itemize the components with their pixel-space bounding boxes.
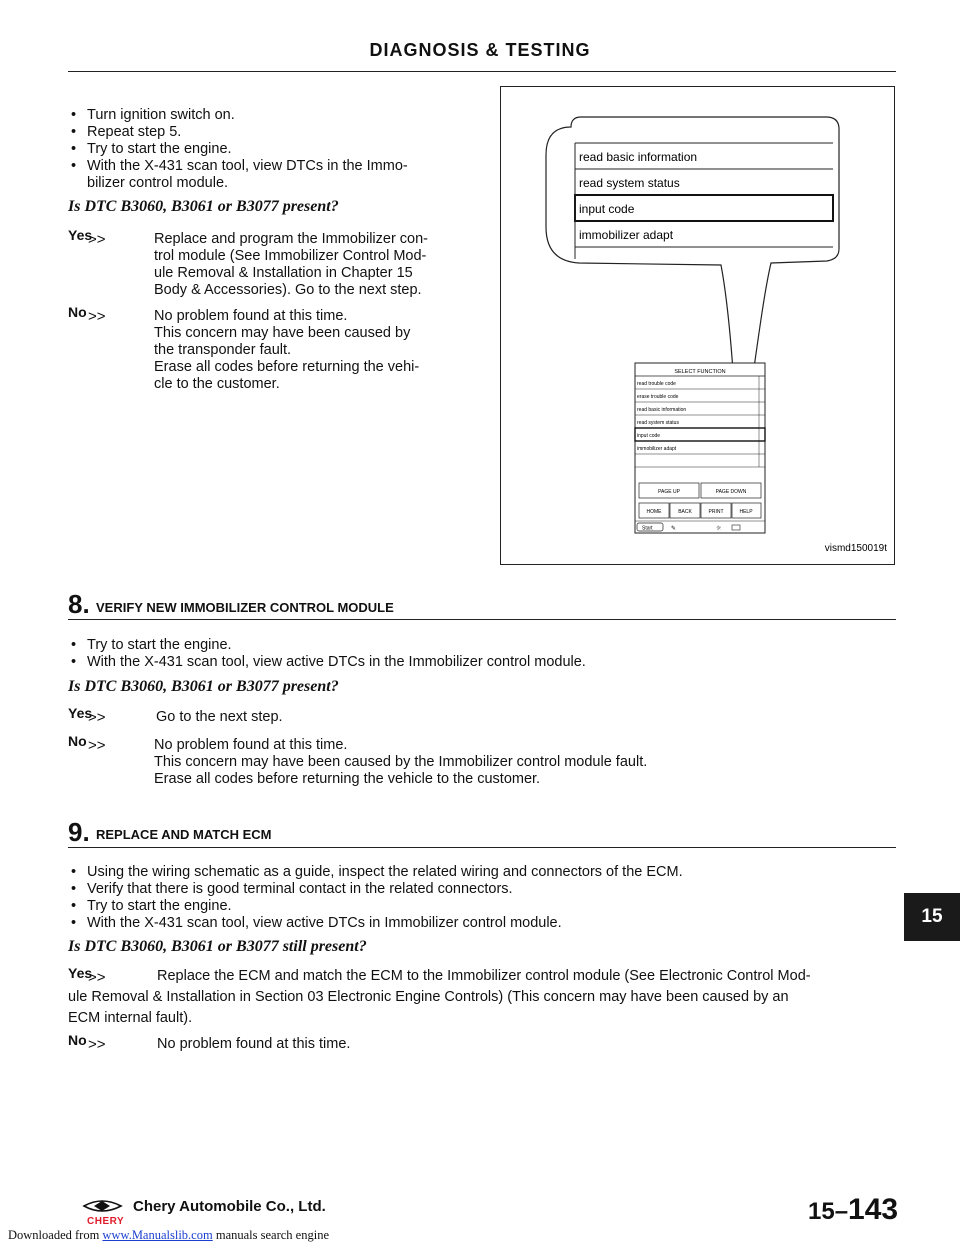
pen-icon: ✎ <box>671 525 677 532</box>
start-label: Start <box>642 525 653 532</box>
page-section: 15– <box>808 1198 849 1225</box>
zoom-item: input code <box>579 202 635 216</box>
answer-line: ECM internal fault). <box>68 1010 193 1026</box>
step-divider <box>68 619 896 620</box>
arrow-glyph: >> <box>88 737 106 754</box>
screen-item: read system status <box>637 420 679 426</box>
chery-logo-icon <box>80 1198 125 1218</box>
download-suffix: manuals search engine <box>212 1228 329 1242</box>
page-number <box>808 1193 898 1227</box>
no-label: No <box>68 1032 87 1048</box>
answer-line: Replace the ECM and match the ECM to the Immobilizer control module (See Electronic Control Mod- <box>157 968 811 984</box>
light-icon: ☼ <box>716 525 722 532</box>
answer-line: No problem found at this time. <box>154 737 348 753</box>
figure-id: vismd150019t <box>824 543 887 554</box>
manualslib-link[interactable]: www.Manualslib.com <box>102 1228 213 1242</box>
step7-question: Is DTC B3060, B3061 or B3077 present? <box>68 198 339 215</box>
list-item: bilizer control module. <box>87 175 229 191</box>
step-title: VERIFY NEW IMMOBILIZER CONTROL MODULE <box>96 600 394 615</box>
list-item: • Turn ignition switch on. <box>68 107 478 124</box>
screen-button-label: PRINT <box>708 509 724 515</box>
zoom-item: read basic information <box>579 150 698 164</box>
screen-item: immobilizer adapt <box>637 446 677 452</box>
page-index: 143 <box>848 1193 899 1226</box>
screen-item: read basic information <box>637 407 687 413</box>
list-item: • Try to start the engine. <box>68 637 898 654</box>
arrow-glyph: >> <box>88 308 106 325</box>
answer-line: Replace and program the Immobilizer con- <box>154 231 429 247</box>
header-divider <box>68 71 896 72</box>
screen-button-label: HELP <box>739 509 753 515</box>
no-label: No <box>68 304 87 320</box>
answer-line: ule Removal & Installation in Chapter 15 <box>154 265 413 281</box>
screen-button-label: PAGE UP <box>658 489 680 495</box>
answer-line: the transponder fault. <box>154 342 292 358</box>
screen-title: SELECT FUNCTION <box>674 369 726 375</box>
list-item: • With the X-431 scan tool, view DTCs in the Immo- <box>68 158 478 175</box>
answer-line: No problem found at this time. <box>157 1036 351 1052</box>
step9-bullet-list <box>68 864 898 932</box>
step-number: 9. <box>68 817 90 847</box>
answer-line: This concern may have been caused by the Immobilizer control module fault. <box>154 754 648 770</box>
answer-line: trol module (See Immobilizer Control Mod- <box>154 248 427 264</box>
scan-tool-illustration <box>501 87 896 566</box>
scan-tool-figure <box>500 86 895 565</box>
screen-item: read trouble code <box>637 381 676 387</box>
chapter-tab: 15 <box>904 893 960 941</box>
step9-question: Is DTC B3060, B3061 or B3077 still present? <box>68 938 367 955</box>
answer-line: Go to the next step. <box>156 709 283 725</box>
answer-line: ule Removal & Installation in Section 03 Electronic Engine Controls) (This concern may have been caused by an <box>68 989 789 1005</box>
step7-bullet-list <box>68 107 478 192</box>
no-label: No <box>68 733 87 749</box>
list-item: • Try to start the engine. <box>68 898 898 915</box>
download-prefix: Downloaded from <box>8 1228 103 1242</box>
company-name: Chery Automobile Co., Ltd. <box>133 1198 326 1215</box>
step8-bullet-list <box>68 637 898 671</box>
screen-item: erase trouble code <box>637 394 679 400</box>
screen-button-label: PAGE DOWN <box>715 489 747 495</box>
yes-label: Yes <box>68 227 93 243</box>
yes-label: Yes <box>68 965 93 981</box>
download-notice <box>8 1228 329 1243</box>
answer-line: Body & Accessories). Go to the next step. <box>154 282 422 298</box>
page-header-title: DIAGNOSIS & TESTING <box>369 40 591 60</box>
arrow-glyph: >> <box>88 1036 106 1053</box>
arrow-glyph: >> <box>88 709 106 726</box>
answer-line: This concern may have been caused by <box>154 325 411 341</box>
list-item: • Repeat step 5. <box>68 124 478 141</box>
step-number: 8. <box>68 589 90 619</box>
list-item: • Using the wiring schematic as a guide, inspect the related wiring and connectors of the ECM. <box>68 864 898 881</box>
list-item: • Verify that there is good terminal contact in the related connectors. <box>68 881 898 898</box>
yes-label: Yes <box>68 705 93 721</box>
answer-line: Erase all codes before returning the vehi- <box>154 359 420 375</box>
arrow-glyph: >> <box>88 969 106 986</box>
screen-button-label: BACK <box>678 509 692 515</box>
answer-line: No problem found at this time. <box>154 308 348 324</box>
answer-line: cle to the customer. <box>154 376 280 392</box>
answer-line: Erase all codes before returning the vehicle to the customer. <box>154 771 541 787</box>
list-item: • With the X-431 scan tool, view active DTCs in the Immobilizer control module. <box>68 654 898 671</box>
step-title: REPLACE AND MATCH ECM <box>96 827 272 842</box>
screen-item: input code <box>637 433 661 439</box>
list-item: • Try to start the engine. <box>68 141 478 158</box>
zoom-item: read system status <box>579 176 680 190</box>
step8-question: Is DTC B3060, B3061 or B3077 present? <box>68 678 339 695</box>
zoom-item: immobilizer adapt <box>579 228 674 242</box>
list-item: • With the X-431 scan tool, view active DTCs in Immobilizer control module. <box>68 915 898 932</box>
step-divider <box>68 847 896 848</box>
screen-button-label: HOME <box>646 509 662 515</box>
arrow-glyph: >> <box>88 231 106 248</box>
brand-logo-text: CHERY <box>87 1216 125 1227</box>
